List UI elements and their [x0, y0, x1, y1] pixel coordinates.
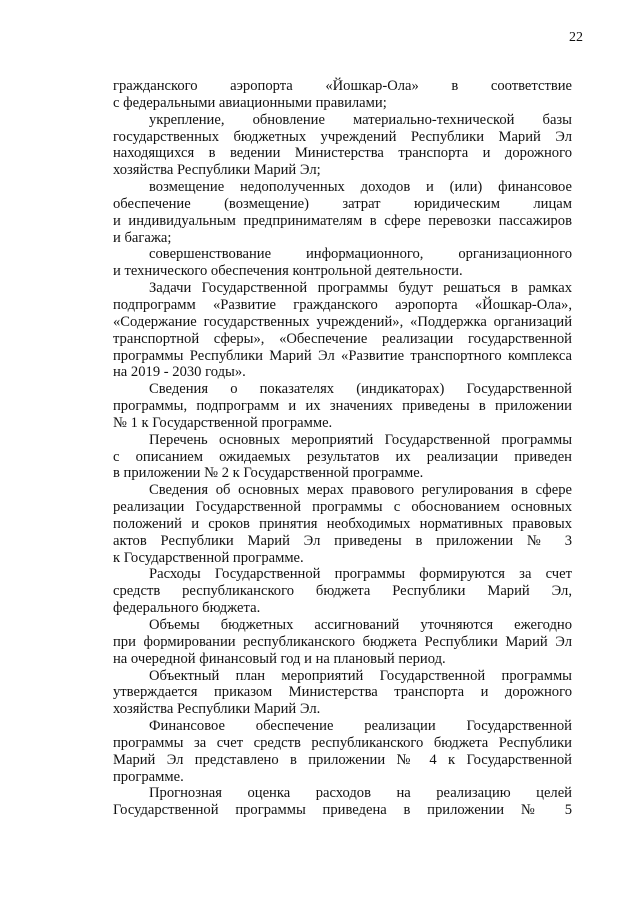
text-line: укрепление, обновление материально-технической базы [149, 111, 572, 128]
paragraph [113, 179, 572, 246]
text-line: федерального бюджета. [113, 600, 261, 617]
paragraph [113, 112, 572, 179]
text-line: Сведения об основных мерах правового регулирования в сфере [149, 482, 572, 499]
text-line: актов Республики Марий Эл приведены в приложении № 3 [113, 532, 572, 549]
text-line: Прогнозная оценка расходов на реализацию целей [149, 785, 572, 802]
text-line: Расходы Государственной программы формируются за счет [149, 566, 572, 583]
text-line: транспортной сферы», «Обеспечение реализации государственной [113, 330, 572, 347]
paragraph [113, 566, 572, 617]
text-line: с федеральными авиационными правилами; [113, 94, 387, 111]
text-line: программы, подпрограмм и их значениях приведены в приложении [113, 398, 572, 415]
text-line: и индивидуальным предпринимателям в сфере перевозки пассажиров [113, 212, 572, 229]
text-line: Объектный план мероприятий Государственной программы [149, 667, 572, 684]
paragraph [113, 280, 572, 381]
paragraph [113, 432, 572, 483]
text-line: Задачи Государственной программы будут решаться в рамках [149, 280, 572, 297]
paragraph [113, 482, 572, 566]
text-line: хозяйства Республики Марий Эл. [113, 701, 321, 718]
text-line: государственных бюджетных учреждений Республики Марий Эл [113, 128, 572, 145]
text-line: утверждается приказом Министерства транспорта и дорожного [113, 684, 572, 701]
text-line: на очередной финансовый год и на плановый период. [113, 650, 446, 667]
page-number: 22 [569, 30, 583, 45]
text-line: подпрограмм «Развитие гражданского аэропорта «Йошкар-Ола», [113, 296, 572, 313]
text-line: находящихся в ведении Министерства транспорта и дорожного [113, 145, 572, 162]
text-line: Финансовое обеспечение реализации Государственной [149, 718, 572, 735]
text-line: при формировании республиканского бюджета Республики Марий Эл [113, 633, 572, 650]
text-line: гражданского аэропорта «Йошкар-Ола» в соответствие [113, 78, 572, 94]
text-line: средств республиканского бюджета Республики Марий Эл, [113, 583, 572, 600]
paragraph [113, 78, 572, 112]
text-line: на 2019 - 2030 годы». [113, 364, 246, 381]
text-line: хозяйства Республики Марий Эл; [113, 162, 321, 179]
text-line: Перечень основных мероприятий Государственной программы [149, 431, 572, 448]
text-line: и технического обеспечения контрольной деятельности. [113, 263, 463, 280]
text-line: и багажа; [113, 229, 172, 246]
text-line: к Государственной программе. [113, 549, 304, 566]
paragraph [113, 718, 572, 785]
paragraph [113, 668, 572, 719]
text-line: положений и сроков принятия необходимых нормативных правовых [113, 515, 572, 532]
text-line: № 1 к Государственной программе. [113, 414, 333, 431]
text-line: реализации Государственной программы с обоснованием основных [113, 499, 572, 516]
text-line: возмещение недополученных доходов и (или) финансовое [149, 179, 572, 196]
text-line: Объемы бюджетных ассигнований уточняются ежегодно [149, 617, 572, 633]
text-line: в приложении № 2 к Государственной программе. [113, 465, 424, 482]
text-line: программы за счет средств республиканского бюджета Республики [113, 734, 572, 751]
text-line: Государственной программы приведена в приложении № 5 [113, 802, 572, 819]
text-line: программы Республики Марий Эл «Развитие транспортного комплекса [113, 347, 572, 364]
text-line: совершенствование информационного, организационного [149, 246, 572, 263]
text-line: обеспечение (возмещение) затрат юридическим лицам [113, 195, 572, 212]
paragraph [113, 785, 572, 819]
text-line: программе. [113, 768, 184, 785]
text-line: Марий Эл представлено в приложении № 4 к Государственной [113, 751, 572, 768]
text-line: «Содержание государственных учреждений», «Поддержка организаций [113, 313, 572, 330]
paragraph [113, 381, 572, 432]
paragraph [113, 246, 572, 280]
text-line: Сведения о показателях (индикаторах) Государственной [149, 381, 572, 398]
paragraph [113, 617, 572, 668]
document-body [113, 78, 572, 819]
text-line: с описанием ожидаемых результатов их реализации приведен [113, 448, 572, 465]
